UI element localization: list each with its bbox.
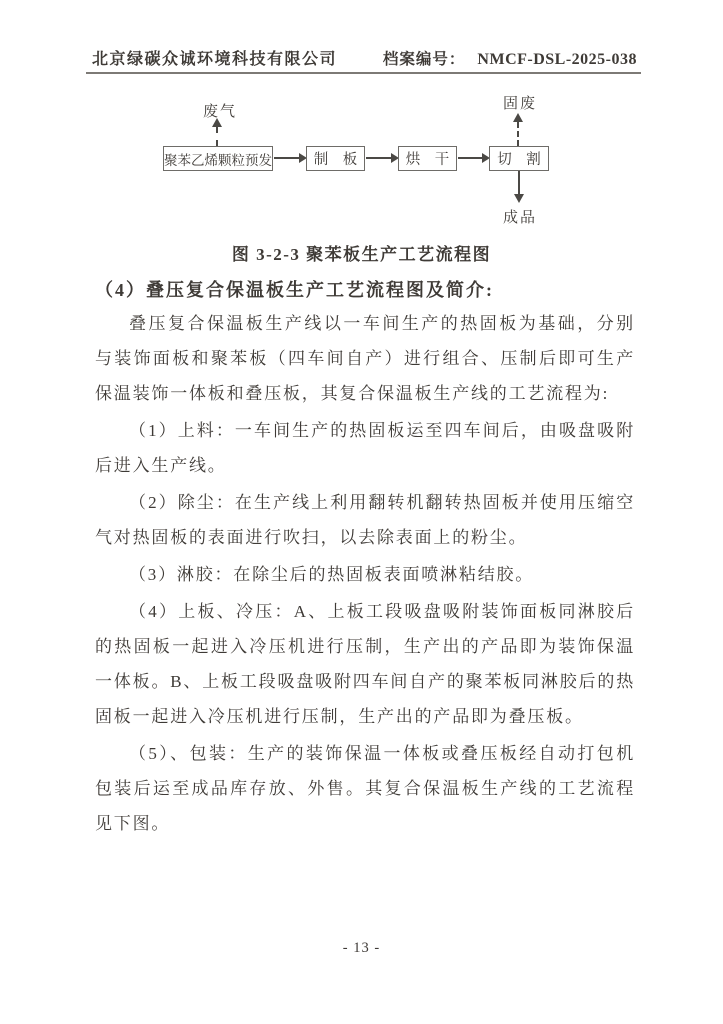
process-flow-diagram bbox=[0, 85, 723, 237]
process-box-cutting: 切 割 bbox=[489, 146, 549, 171]
body-paragraph: （1）上料：一车间生产的热固板运至四车间后，由吸盘吸附后进入生产线。 bbox=[95, 421, 635, 475]
waste-gas-label: 废气 bbox=[202, 104, 237, 120]
body-paragraph: （3）淋胶：在除尘后的热固板表面喷淋粘结胶。 bbox=[129, 565, 535, 584]
page-header bbox=[92, 46, 637, 69]
flow-arrow-right-icon bbox=[366, 157, 397, 159]
flow-arrow-right-icon bbox=[274, 157, 305, 159]
section-heading: （4）叠压复合保温板生产工艺流程图及简介: bbox=[95, 280, 494, 300]
dashed-arrow-up-icon bbox=[216, 127, 218, 146]
page-number: - 13 - bbox=[342, 940, 381, 956]
body-paragraph: 叠压复合保温板生产线以一车间生产的热固板为基础，分别与装饰面板和聚苯板（四车间自产）进行组合、压制后即可生产保温装饰一体板和叠压板，其复合保温板生产线的工艺流程为: bbox=[95, 314, 635, 403]
body-paragraph: （2）除尘：在生产线上利用翻转机翻转热固板并使用压缩空气对热固板的表面进行吹扫，以去除表面上的粉尘。 bbox=[95, 493, 635, 547]
header-divider bbox=[86, 72, 641, 74]
process-box-pre-expansion: 聚苯乙烯颗粒预发 bbox=[163, 146, 273, 171]
process-box-board-making: 制 板 bbox=[306, 146, 365, 171]
product-label: 成品 bbox=[502, 210, 537, 226]
company-name: 北京绿碳众诚环境科技有限公司 bbox=[92, 51, 338, 68]
solid-waste-label: 固废 bbox=[502, 96, 537, 112]
figure-caption: 图 3-2-3 聚苯板生产工艺流程图 bbox=[231, 245, 492, 264]
body-text bbox=[95, 306, 635, 843]
body-paragraph: （5）、包装：生产的装饰保温一体板或叠压板经自动打包机包装后运至成品库存放、外售。其复合保温板生产线的工艺流程见下图。 bbox=[95, 744, 635, 833]
solid-arrow-down-icon bbox=[518, 171, 520, 195]
archive-number-label: 档案编号： bbox=[382, 51, 466, 68]
process-box-drying: 烘 干 bbox=[398, 146, 457, 171]
archive-number-value: NMCF-DSL-2025-038 bbox=[477, 51, 637, 68]
archive-number-group bbox=[383, 47, 637, 69]
flow-arrow-right-icon bbox=[458, 157, 488, 159]
dashed-arrow-up-icon bbox=[517, 122, 519, 146]
body-paragraph: （4）上板、冷压：A、上板工段吸盘吸附装饰面板同淋胶后的热固板一起进入冷压机进行压制，生产出的产品即为装饰保温一体板。B、上板工段吸盘吸附四车间自产的聚苯板同淋胶后的热固板一起进入冷压机进行压制，生产出的产品即为叠压板。 bbox=[95, 602, 635, 726]
